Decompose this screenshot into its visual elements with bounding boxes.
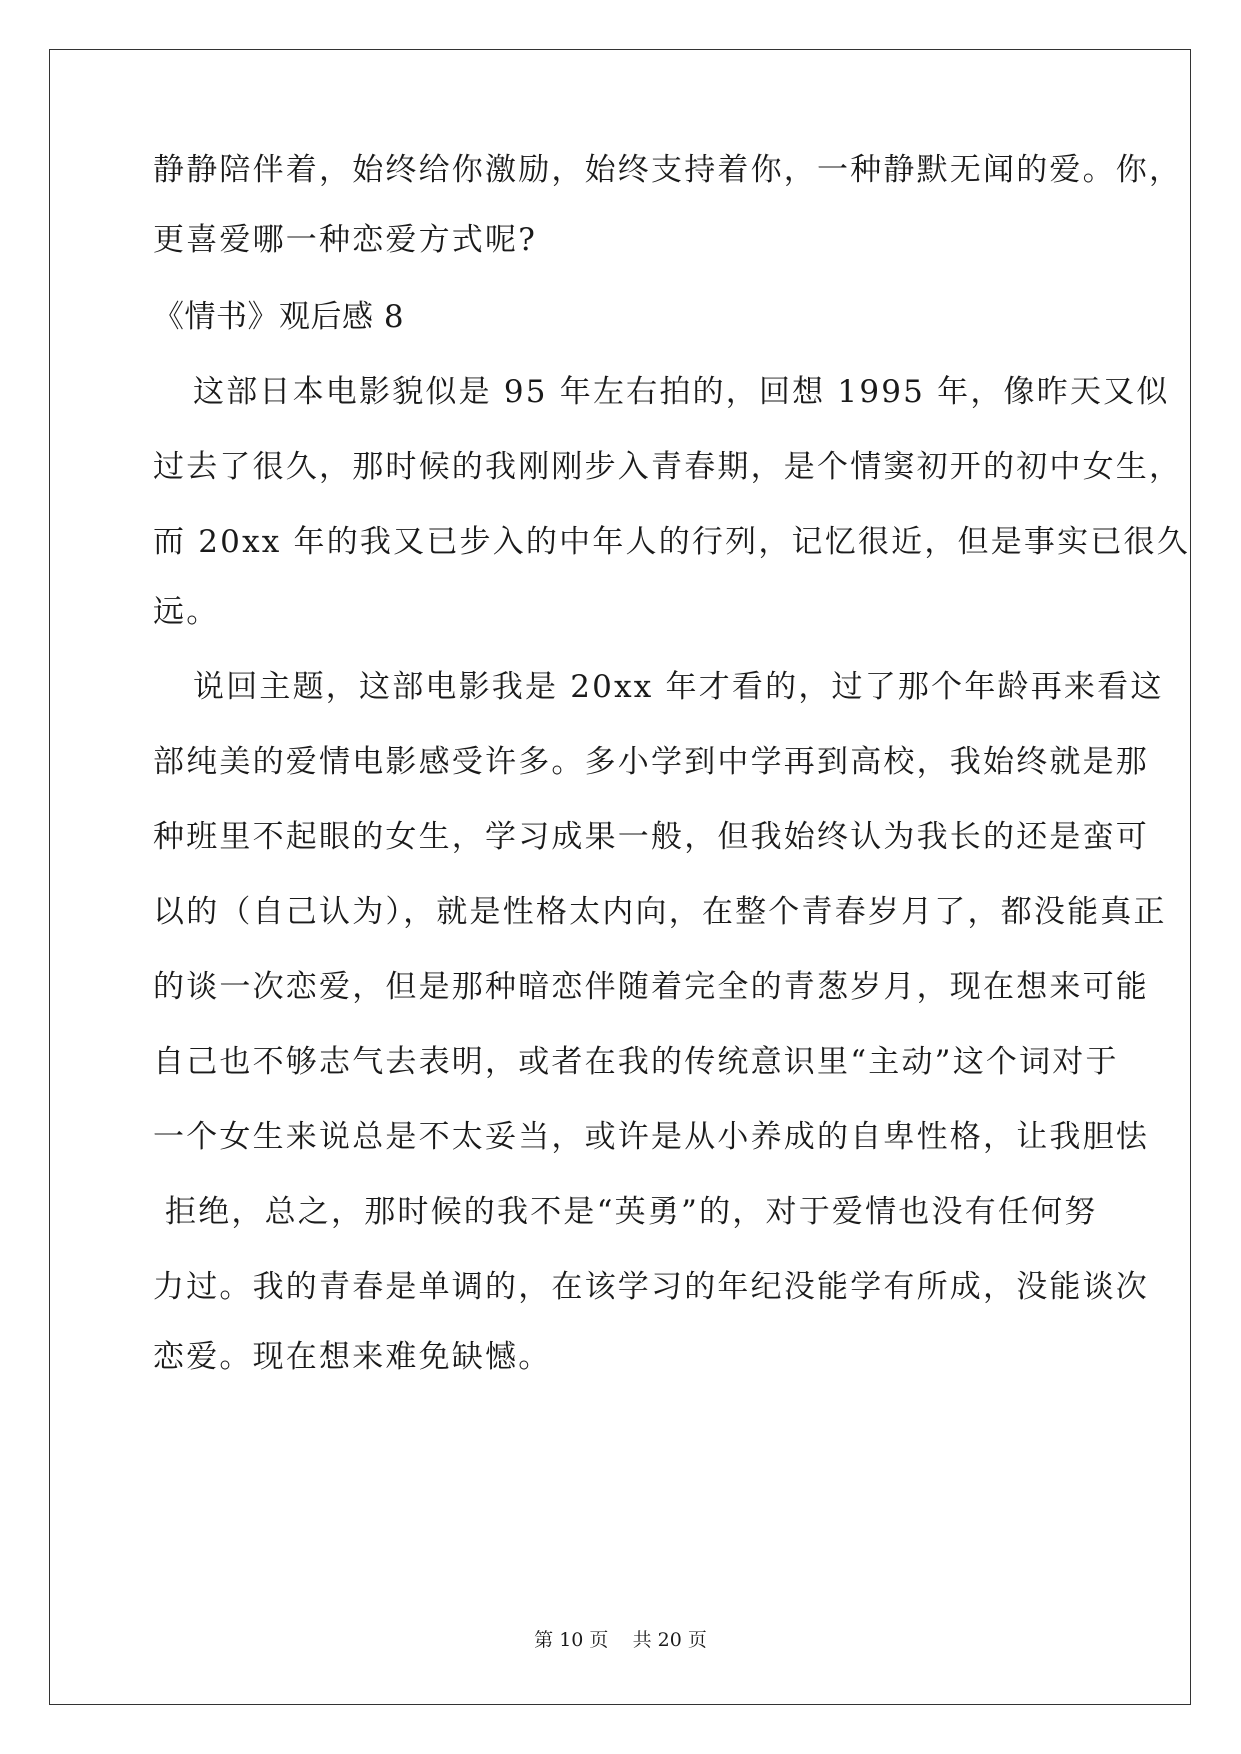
text-line: 部纯美的爱情电影感受许多。多小学到中学再到高校，我始终就是那 [153,744,1149,780]
text-line: 静静陪伴着，始终给你激励，始终支持着你，一种静默无闻的爱。你， [153,152,1183,188]
text-line: 恋爱。现在想来难免缺憾。 [153,1339,552,1375]
text-line: 过去了很久，那时候的我刚刚步入青春期，是个情窦初开的初中女生， [153,449,1183,485]
text-line: 而 20xx 年的我又已步入的中年人的行列，记忆很近，但是事实已很久 [153,524,1190,560]
text-line: 自己也不够志气去表明，或者在我的传统意识里“主动”这个词对于 [153,1044,1119,1080]
text-line: 远。 [153,594,220,630]
text-line: 种班里不起眼的女生，学习成果一般，但我始终认为我长的还是蛮可 [153,819,1149,855]
text-line: 更喜爱哪一种恋爱方式呢? [153,222,538,258]
text-line: 一个女生来说总是不太妥当，或许是从小养成的自卑性格，让我胆怯 [153,1119,1149,1155]
text-line: 的谈一次恋爱，但是那种暗恋伴随着完全的青葱岁月，现在想来可能 [153,969,1149,1005]
text-line: 力过。我的青春是单调的，在该学习的年纪没能学有所成，没能谈次 [153,1269,1149,1305]
text-line: 以的（自己认为），就是性格太内向，在整个青春岁月了，都没能真正 [153,894,1167,930]
text-line: 这部日本电影貌似是 95 年左右拍的，回想 1995 年，像昨天又似 [193,374,1170,410]
section-title: 《情书》观后感 8 [153,299,405,335]
text-line: 拒绝，总之，那时候的我不是“英勇”的，对于爱情也没有任何努 [165,1194,1098,1230]
page-number-footer: 第 10 页 共 20 页 [534,1629,707,1651]
text-line: 说回主题，这部电影我是 20xx 年才看的，过了那个年龄再来看这 [193,669,1164,705]
